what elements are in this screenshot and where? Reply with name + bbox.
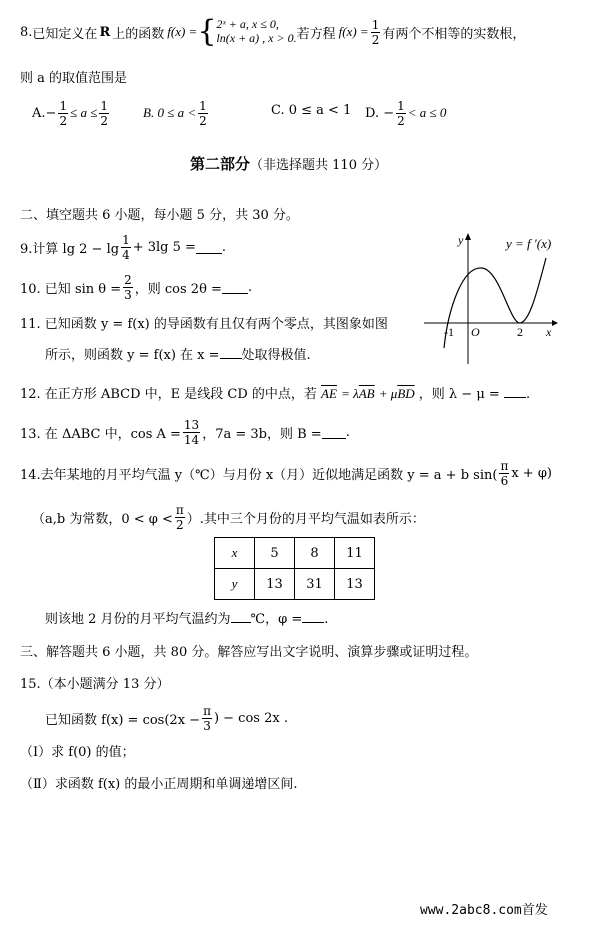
- q15-part2: （Ⅱ）求函数 f(x) 的最小正周期和单调递增区间.: [20, 777, 298, 792]
- q15-heading: 15.（本小题满分 13 分）: [20, 677, 170, 692]
- q14-line1: 14.去年某地的月平均气温 y（℃）与月份 x（月）近似地满足函数 y = a + b sin( $\frac{\pi}{6}$ x + φ): [20, 458, 552, 488]
- table-cell: 5: [255, 538, 295, 569]
- q9: 9.计算 lg 2 − lg $\frac{1}{4}$ + 3lg 5 = .: [20, 232, 227, 262]
- q14-line2: （a,b 为常数，0 < φ < $\frac{\pi}{2}$ ）.其中三个月份的月平均气温如表所示：: [32, 502, 425, 532]
- derivative-graph: [422, 228, 572, 368]
- derivative-curve: [444, 258, 546, 348]
- x-axis-arrow: [552, 320, 558, 326]
- footer-watermark: www.2abc8.com首发: [420, 903, 548, 918]
- table-cell: x: [215, 538, 255, 569]
- part2-heading: 第二部分（非选择题共 110 分）: [190, 155, 388, 173]
- table-cell: 13: [335, 569, 375, 600]
- curve-label: y = f ′(x): [506, 236, 552, 251]
- q8-line2: 则 a 的取值范围是: [20, 71, 128, 86]
- table-cell: 11: [335, 538, 375, 569]
- q11-line1: 11. 已知函数 y = f(x) 的导函数有且仅有两个零点，其图象如图: [20, 317, 388, 332]
- q8-option-d: D. − $\frac{1}{2}$ < a ≤ 0: [365, 98, 447, 128]
- q8-option-b: B. 0 ≤ a < $\frac{1}{2}$: [143, 98, 207, 128]
- temperature-table: [214, 537, 375, 600]
- section3-heading: 三、解答题共 6 小题，共 80 分。解答应写出文字说明、演算步骤或证明过程。: [20, 645, 478, 660]
- table-cell: 13: [255, 569, 295, 600]
- table-cell: 8: [295, 538, 335, 569]
- q8-option-c: C. 0 ≤ a < 1: [271, 103, 352, 118]
- table-cell: 31: [295, 569, 335, 600]
- tick-two: 2: [517, 325, 523, 339]
- q15-part1: （Ⅰ）求 f(0) 的值；: [20, 745, 135, 760]
- y-axis-arrow: [465, 233, 471, 240]
- x-axis-label: x: [546, 325, 552, 339]
- q14-line3: 则该地 2 月份的月平均气温约为 ℃，φ = .: [45, 612, 329, 627]
- q10: 10. 已知 sin θ = $\frac{2}{3}$ ，则 cos 2θ = .: [20, 272, 253, 302]
- section2-heading: 二、填空题共 6 小题，每小题 5 分，共 30 分。: [20, 208, 299, 223]
- q8-line1: 8 . 已知定义在 R 上的函数 f(x) = { 2ˣ + a, x ≤ 0, ln(x + a) , x > 0. 若方程 f(x) = $\frac{1}{2}$ 有两个不相等的实数根，: [20, 14, 526, 49]
- table-row: [215, 538, 375, 569]
- table-cell: y: [215, 569, 255, 600]
- q12: 12. 在正方形 ABCD 中，E 是线段 CD 的中点，若 $\overline{AE} = \lambda\overline{AB} + \mu\overline{BD}$ ，则 λ − μ = .: [20, 386, 531, 402]
- q8-option-a: A. − $\frac{1}{2}$ ≤ a ≤ $\frac{1}{2}$: [32, 98, 108, 128]
- table-row: [215, 569, 375, 600]
- origin-label: O: [471, 325, 480, 339]
- q11-line2: 所示，则函数 y = f(x) 在 x = 处取得极值.: [45, 348, 311, 363]
- q13: 13. 在 ΔABC 中，cos A = $\frac{13}{14}$ ，7a = 3b，则 B = .: [20, 417, 350, 447]
- q15-given: 已知函数 f(x) = cos(2x − $\frac{\pi}{3}$ ) − cos 2x .: [45, 703, 288, 733]
- y-axis-label: y: [458, 233, 464, 247]
- tick-neg-one: -1: [444, 325, 454, 339]
